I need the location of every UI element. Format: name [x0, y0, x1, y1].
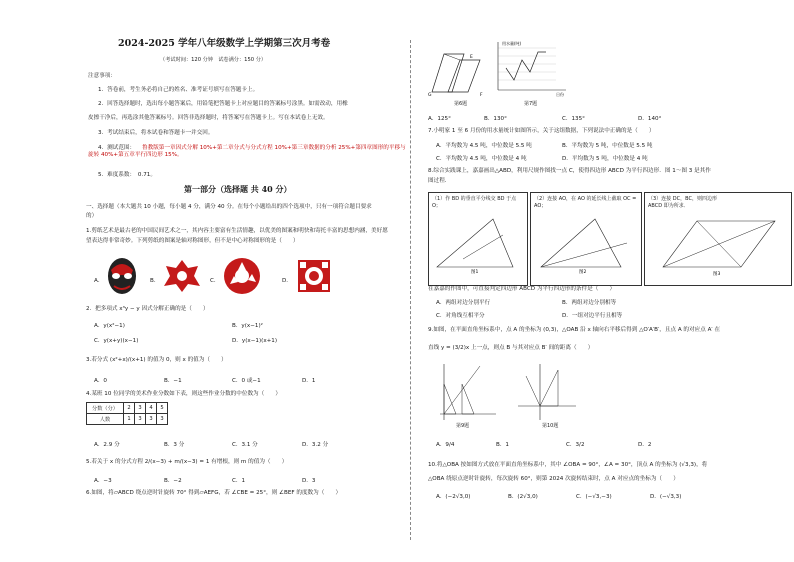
q6-parallelogram-figure — [428, 40, 488, 100]
q8-step3-text: （3）连接 DC，BC，则四边形 ABCD 即为所求． — [648, 196, 717, 209]
q8-option-a[interactable]: A．两组对边分别平行 — [436, 300, 491, 306]
papercut-figure-b — [162, 258, 202, 294]
q9-option-d[interactable]: D．2 — [638, 442, 652, 448]
q10-option-c[interactable]: C．(−√3,−3) — [576, 494, 612, 500]
q7-stem: 7.小明家 1 至 6 月份的用水量统计如图所示，关于这组数据，下列说法中正确的是（ ） — [428, 128, 655, 134]
q6-option-d[interactable]: D．140° — [638, 116, 662, 122]
q2-option-a[interactable]: A．y(x²−1) — [94, 323, 125, 329]
q9-coordinate-figure — [434, 362, 498, 422]
table-cell: 3 — [135, 403, 146, 414]
q10-option-b[interactable]: B．(2√3,0) — [508, 494, 538, 500]
note-4: 4．测试范围： — [98, 145, 136, 151]
q5-option-b[interactable]: B．−2 — [164, 478, 182, 484]
table-row — [87, 403, 168, 414]
table-cell: 人数 — [87, 414, 124, 425]
q3-option-a[interactable]: A．0 — [94, 378, 107, 384]
table-cell: 5 — [157, 403, 168, 414]
q9-stem: 9.如图，在平面直角坐标系中，点 A 的坐标为 (0,3)，△OAB 沿 x 轴向右平移后得到 △O′A′B′，且点 A 的对应点 A′ 在 — [428, 327, 721, 333]
q8-step3-box — [644, 192, 792, 286]
q8-figure-2 — [535, 215, 635, 275]
q10-coordinate-figure — [514, 362, 578, 422]
q5-stem: 5.若关于 x 的分式方程 2/(x−3) + m/(x−3) = 1 有增根，则 m 的值为（ ） — [86, 459, 288, 465]
q2-option-d[interactable]: D．y(x−1)(x+1) — [232, 338, 278, 344]
q8-option-d[interactable]: D．一组对边平行且相等 — [562, 313, 623, 319]
q9-option-b[interactable]: B．1 — [496, 442, 509, 448]
exam-title: 2024-2025 学年八年级数学上学期第三次月考卷 — [118, 38, 331, 49]
part1-instruction: 一、选择题（本大题共 10 小题，每小题 4 分，满分 40 分。在每个小题给出的四个选项中，只有一项符合题目要求 — [86, 204, 372, 210]
q7-option-b[interactable]: B．平均数为 5 吨，中位数是 5.5 吨 — [562, 143, 653, 149]
q8-stem: 8.综合实践课上，嘉嘉画出△ABD，利用尺规作图找一点 C，使得四边形 ABCD 为平行四边形．图 1～图 3 是其作 — [428, 168, 711, 174]
q6-stem: 6.如图，将▱ABCD 绕点逆时针旋转 70° 得到▱AEFG，若 ∠CBE = 25°，则 ∠BEF 的度数为（ ） — [86, 490, 342, 496]
fig7-label: 第7题 — [524, 101, 538, 107]
fig9-label: 第9题 — [456, 423, 470, 429]
q3-option-b[interactable]: B．−1 — [164, 378, 182, 384]
q1-stem-cont: 望表达得非常奇妙。下列剪纸的图案是轴对称图形，但不是中心对称图形的是（ ） — [86, 238, 299, 244]
chart-ylabel: 用水量(吨) — [502, 41, 522, 46]
table-cell: 2 — [124, 403, 135, 414]
q10-stem: 10.将△OBA 按如图方式放在平面直角坐标系中，其中 ∠OBA = 90°，∠A = 30°，顶点 A 的坐标为 (√3,3)，将 — [428, 462, 708, 468]
fig-label: 图1 — [471, 270, 479, 275]
q7-option-c[interactable]: C．平均数为 4.5 吨，中位数是 4 吨 — [436, 156, 527, 162]
q9-stem-cont: 直线 y = (3/2)x 上一点，则点 B 与其对应点 B′ 间的距离（ ） — [428, 345, 594, 351]
q5-option-c[interactable]: C．1 — [232, 478, 246, 484]
part1-instruction-cont: 的） — [86, 213, 98, 219]
q3-option-d[interactable]: D．1 — [302, 378, 316, 384]
svg-text:E: E — [470, 55, 473, 60]
note-2-cont: 皮擦干净后，再选涂其他答案标号。回答非选择题时，将答案写在答题卡上。写在本试卷上无效。 — [88, 115, 329, 121]
note-1: 1．答卷前，考生务必将自己的姓名、准考证号填写在答题卡上。 — [98, 87, 259, 93]
table-cell: 3 — [135, 414, 146, 425]
note-3: 3．考试结束后，将本试卷和答题卡一并交回。 — [98, 130, 214, 136]
q3-stem: 3.若分式 (x²+x)/(x+1) 的值为 0，则 x 的值为（ ） — [86, 357, 227, 363]
column-divider — [410, 40, 411, 540]
table-cell: 4 — [146, 403, 157, 414]
q8-step1-box — [428, 192, 528, 286]
q8-figure-3 — [653, 213, 787, 277]
q8-step1-text: （1）作 BD 的垂直平分线交 BD 于点 O； — [432, 196, 517, 209]
fig-label: 图2 — [579, 270, 587, 275]
q6-option-a[interactable]: A．125° — [428, 116, 451, 122]
q4-stem: 4.某班 10 位同学的美术作业分数如下表，则这些作业分数的中位数为（ ） — [86, 391, 282, 397]
notes-heading: 注意事项： — [88, 73, 116, 79]
papercut-figure-c — [222, 256, 262, 296]
q3-option-c[interactable]: C．0 或−1 — [232, 378, 261, 384]
q1-option-a[interactable]: A． — [94, 278, 104, 284]
q8-option-c[interactable]: C．对角线互相平分 — [436, 313, 485, 319]
papercut-figure-d — [296, 258, 332, 294]
note-2: 2．回答选择题时，选出每小题答案后，用铅笔把答题卡上对应题目的答案标号涂黑。如需改动，用橡 — [98, 101, 348, 107]
q10-stem-cont: △OBA 绕原点逆时针旋转，每次旋转 60°，则第 2024 次旋转结束时，点 A 对应点的坐标为（ ） — [428, 476, 679, 482]
q1-stem: 1.剪纸艺术是最古老的中国民间艺术之一，其内容主要富有生活情趣，以优美的图案和明快和寄托丰富的思想内涵，美好愿 — [86, 228, 388, 234]
q2-option-b[interactable]: B．y(x−1)² — [232, 323, 263, 329]
part1-title: 第一部分（选择题 共 40 分） — [184, 184, 292, 194]
svg-text:G: G — [428, 93, 432, 98]
q7-option-d[interactable]: D．平均数为 5 吨，中位数是 4 吨 — [562, 156, 648, 162]
q8-figure-1 — [433, 215, 523, 275]
svg-text:F: F — [480, 93, 483, 98]
chart-xlabel: 日份 — [556, 92, 564, 97]
right-column — [414, 0, 794, 562]
fig6-label: 第6题 — [454, 101, 468, 107]
q4-option-d[interactable]: D．3.2 分 — [302, 442, 329, 448]
q6-option-c[interactable]: C．135° — [562, 116, 585, 122]
table-row — [87, 414, 168, 425]
q1-option-b[interactable]: B． — [150, 278, 160, 284]
exam-subtitle: （考试时间：120 分钟 试卷满分：150 分） — [160, 57, 267, 63]
q8-step2-text: （2）连接 AO，在 AO 的延长线上截取 OC = AO； — [534, 196, 637, 209]
opera-mask-image — [106, 256, 138, 296]
q1-option-d[interactable]: D． — [282, 278, 292, 284]
table-cell: 1 — [124, 414, 135, 425]
q9-option-a[interactable]: A．9/4 — [436, 442, 455, 448]
table-cell: 分数（分） — [87, 403, 124, 414]
q1-option-c[interactable]: C． — [210, 278, 220, 284]
fig-label: 图3 — [713, 272, 721, 277]
q8-stem-cont: 图过程． — [428, 178, 451, 184]
table-cell: 3 — [146, 414, 157, 425]
q5-option-d[interactable]: D．3 — [302, 478, 316, 484]
q2-option-c[interactable]: C．y(x+y)(x−1) — [94, 338, 139, 344]
note-4-scope: 鲁教版第一章因式分解 10%+第二章分式与分式方程 10%+第三章数据的分析 25%+第四章图形的平移与旋转 40%+第五章平行四边形 15%。 — [88, 145, 406, 158]
q7-option-a[interactable]: A．平均数为 4.5 吨，中位数是 5.5 吨 — [436, 143, 532, 149]
q6-option-b[interactable]: B．130° — [484, 116, 507, 122]
q4-option-c[interactable]: C．3.1 分 — [232, 442, 258, 448]
note-5: 5．难度系数： 0.71。 — [98, 172, 156, 178]
q5-option-a[interactable]: A．−3 — [94, 478, 112, 484]
q10-option-d[interactable]: D．(−√3,3) — [650, 494, 682, 500]
q4-score-table — [86, 402, 168, 425]
q8-question: 在嘉嘉的作图中，可直接判定四边形 ABCD 为平行四边形的条件是（ ） — [428, 286, 616, 292]
q9-option-c[interactable]: C．3/2 — [566, 442, 585, 448]
q4-option-b[interactable]: B．3 分 — [164, 442, 185, 448]
q10-option-a[interactable]: A．(−2√3,0) — [436, 494, 471, 500]
fig10-label: 第10题 — [542, 423, 559, 429]
q8-step2-box — [530, 192, 642, 286]
table-cell: 3 — [157, 414, 168, 425]
q2-stem: 2．把多项式 x³y − y 因式分解正确的是（ ） — [86, 306, 209, 312]
q8-option-b[interactable]: B．两组对边分别相等 — [562, 300, 617, 306]
q4-option-a[interactable]: A．2.9 分 — [94, 442, 120, 448]
q7-water-usage-chart — [486, 38, 576, 100]
